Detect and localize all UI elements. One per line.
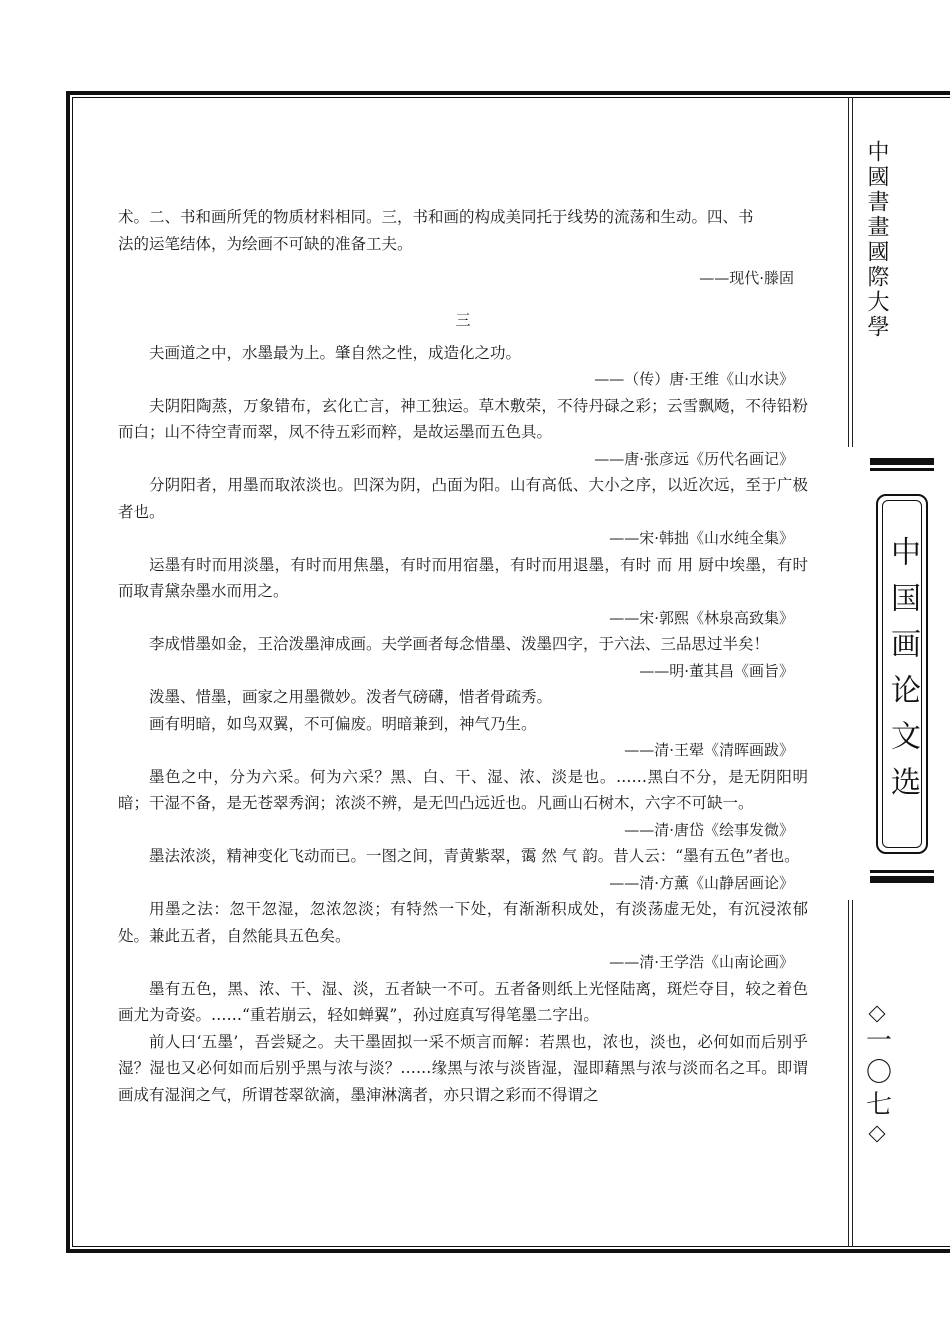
quote-list bbox=[118, 340, 808, 1109]
cartouche-bar-bottom bbox=[870, 876, 934, 883]
source-attribution: ——（传）唐·王维《山水诀》 bbox=[594, 370, 794, 388]
cartouche-bar-top-thin bbox=[870, 468, 934, 471]
source-attribution: ——现代·滕固 bbox=[699, 269, 794, 287]
page-number-block bbox=[861, 1002, 892, 1146]
diamond-ornament-top-icon bbox=[869, 1006, 886, 1023]
source-attribution: ——宋·郭熙《林泉高致集》 bbox=[609, 608, 794, 627]
quote-paragraph: 夫画道之中，水墨最为上。肇自然之性，成造化之功。 bbox=[149, 343, 522, 362]
source-attribution: ——清·唐岱《绘事发微》 bbox=[624, 820, 794, 839]
cartouche-bar-top bbox=[870, 458, 934, 465]
book-title: 中国画论文选 bbox=[885, 536, 920, 812]
page-number: 一〇七 bbox=[861, 1026, 892, 1122]
main-text bbox=[118, 204, 808, 1108]
quote-paragraph: 墨有五色，黑、浓、干、湿、淡，五者缺一不可。五者备则纸上光怪陆离，斑烂夺目，较之着色画尤为奇姿。……“重若崩云，轻如蝉翼”，孙过庭真写得笔墨二字出。 bbox=[118, 979, 808, 1024]
margin-rule-top bbox=[848, 97, 849, 447]
diamond-ornament-bottom-icon bbox=[869, 1126, 886, 1143]
quote-paragraph: 墨法浓淡，精神变化飞动而已。一图之间，青黄紫翠，霭 然 气 韵。昔人云：“墨有五色”者也。 bbox=[149, 847, 800, 865]
section-heading: 三 bbox=[455, 310, 471, 329]
source-attribution: ——清·王学浩《山南论画》 bbox=[609, 953, 794, 971]
margin-rule-bottom-inner bbox=[852, 900, 853, 1247]
book-title-cartouche bbox=[870, 458, 934, 888]
quote-paragraph: 泼墨、惜墨，画家之用墨微妙。泼者气磅礴，惜者骨疏秀。 bbox=[149, 688, 553, 706]
intro-line: 法的运笔结体，为绘画不可缺的准备工夫。 bbox=[118, 234, 413, 253]
quote-paragraph: 画有明暗，如鸟双翼，不可偏废。明暗兼到，神气乃生。 bbox=[149, 714, 537, 733]
margin-rule-top-inner bbox=[852, 97, 853, 447]
source-attribution: ——清·方薰《山静居画论》 bbox=[609, 873, 794, 892]
source-attribution: ——宋·韩拙《山水纯全集》 bbox=[609, 529, 794, 547]
source-attribution: ——清·王翚《清晖画跋》 bbox=[624, 741, 794, 759]
quote-paragraph: 前人曰‘五墨’，吾尝疑之。夫干墨固拟一采不烦言而解：若黑也，浓也，淡也，必何如而后别乎湿？湿也又必何如而后别乎黑与浓与淡？……缘黑与浓与淡皆湿，湿即藉黑与浓与淡而名之耳。即谓画成有湿润之气，所谓苍翠欲滴，墨渖淋漓者，亦只谓之彩而不得谓之 bbox=[118, 1032, 808, 1104]
source-attribution: ——明·董其昌《画旨》 bbox=[639, 661, 794, 680]
quote-paragraph: 李成惜墨如金，王洽泼墨渖成画。夫学画者每念惜墨、泼墨四字，于六法、三品思过半矣！ bbox=[149, 635, 770, 653]
quote-paragraph: 用墨之法：忽干忽湿，忽浓忽淡；有特然一下处，有渐渐积成处，有淡荡虚无处，有沉浸浓郁处。兼此五者，自然能具五色矣。 bbox=[118, 900, 808, 945]
book-title-label bbox=[876, 494, 928, 854]
margin-rule-bottom bbox=[848, 900, 849, 1247]
quote-paragraph: 运墨有时而用淡墨，有时而用焦墨，有时而用宿墨，有时而用退墨，有时 而 用 厨中埃墨，有时而取青黛杂墨水而用之。 bbox=[118, 555, 808, 600]
series-title: 中國書畫國際大學 bbox=[864, 140, 889, 340]
quote-paragraph: 夫阴阳陶蒸，万象错布，玄化亡言，神工独运。草木敷荣，不待丹碌之彩；云雪飘飏，不待铅粉而白；山不待空青而翠，凤不待五彩而粹，是故运墨而五色具。 bbox=[118, 396, 808, 441]
quote-paragraph: 墨色之中，分为六采。何为六采？黑、白、干、湿、浓、淡是也。……黑白不分，是无阴阳明暗；干湿不备，是无苍翠秀润；浓淡不辨，是无凹凸远近也。凡画山石树木，六字不可缺一。 bbox=[118, 767, 808, 812]
quote-paragraph: 分阴阳者，用墨而取浓淡也。凹深为阴，凸面为阳。山有高低、大小之序，以近次远，至于广极者也。 bbox=[118, 476, 808, 521]
source-attribution: ——唐·张彦远《历代名画记》 bbox=[594, 449, 794, 468]
cartouche-bar-bottom-thin bbox=[870, 870, 934, 873]
intro-line: 术。二、书和画所凭的物质材料相同。三，书和画的构成美同托于线势的流荡和生动。四、书 bbox=[118, 208, 754, 226]
